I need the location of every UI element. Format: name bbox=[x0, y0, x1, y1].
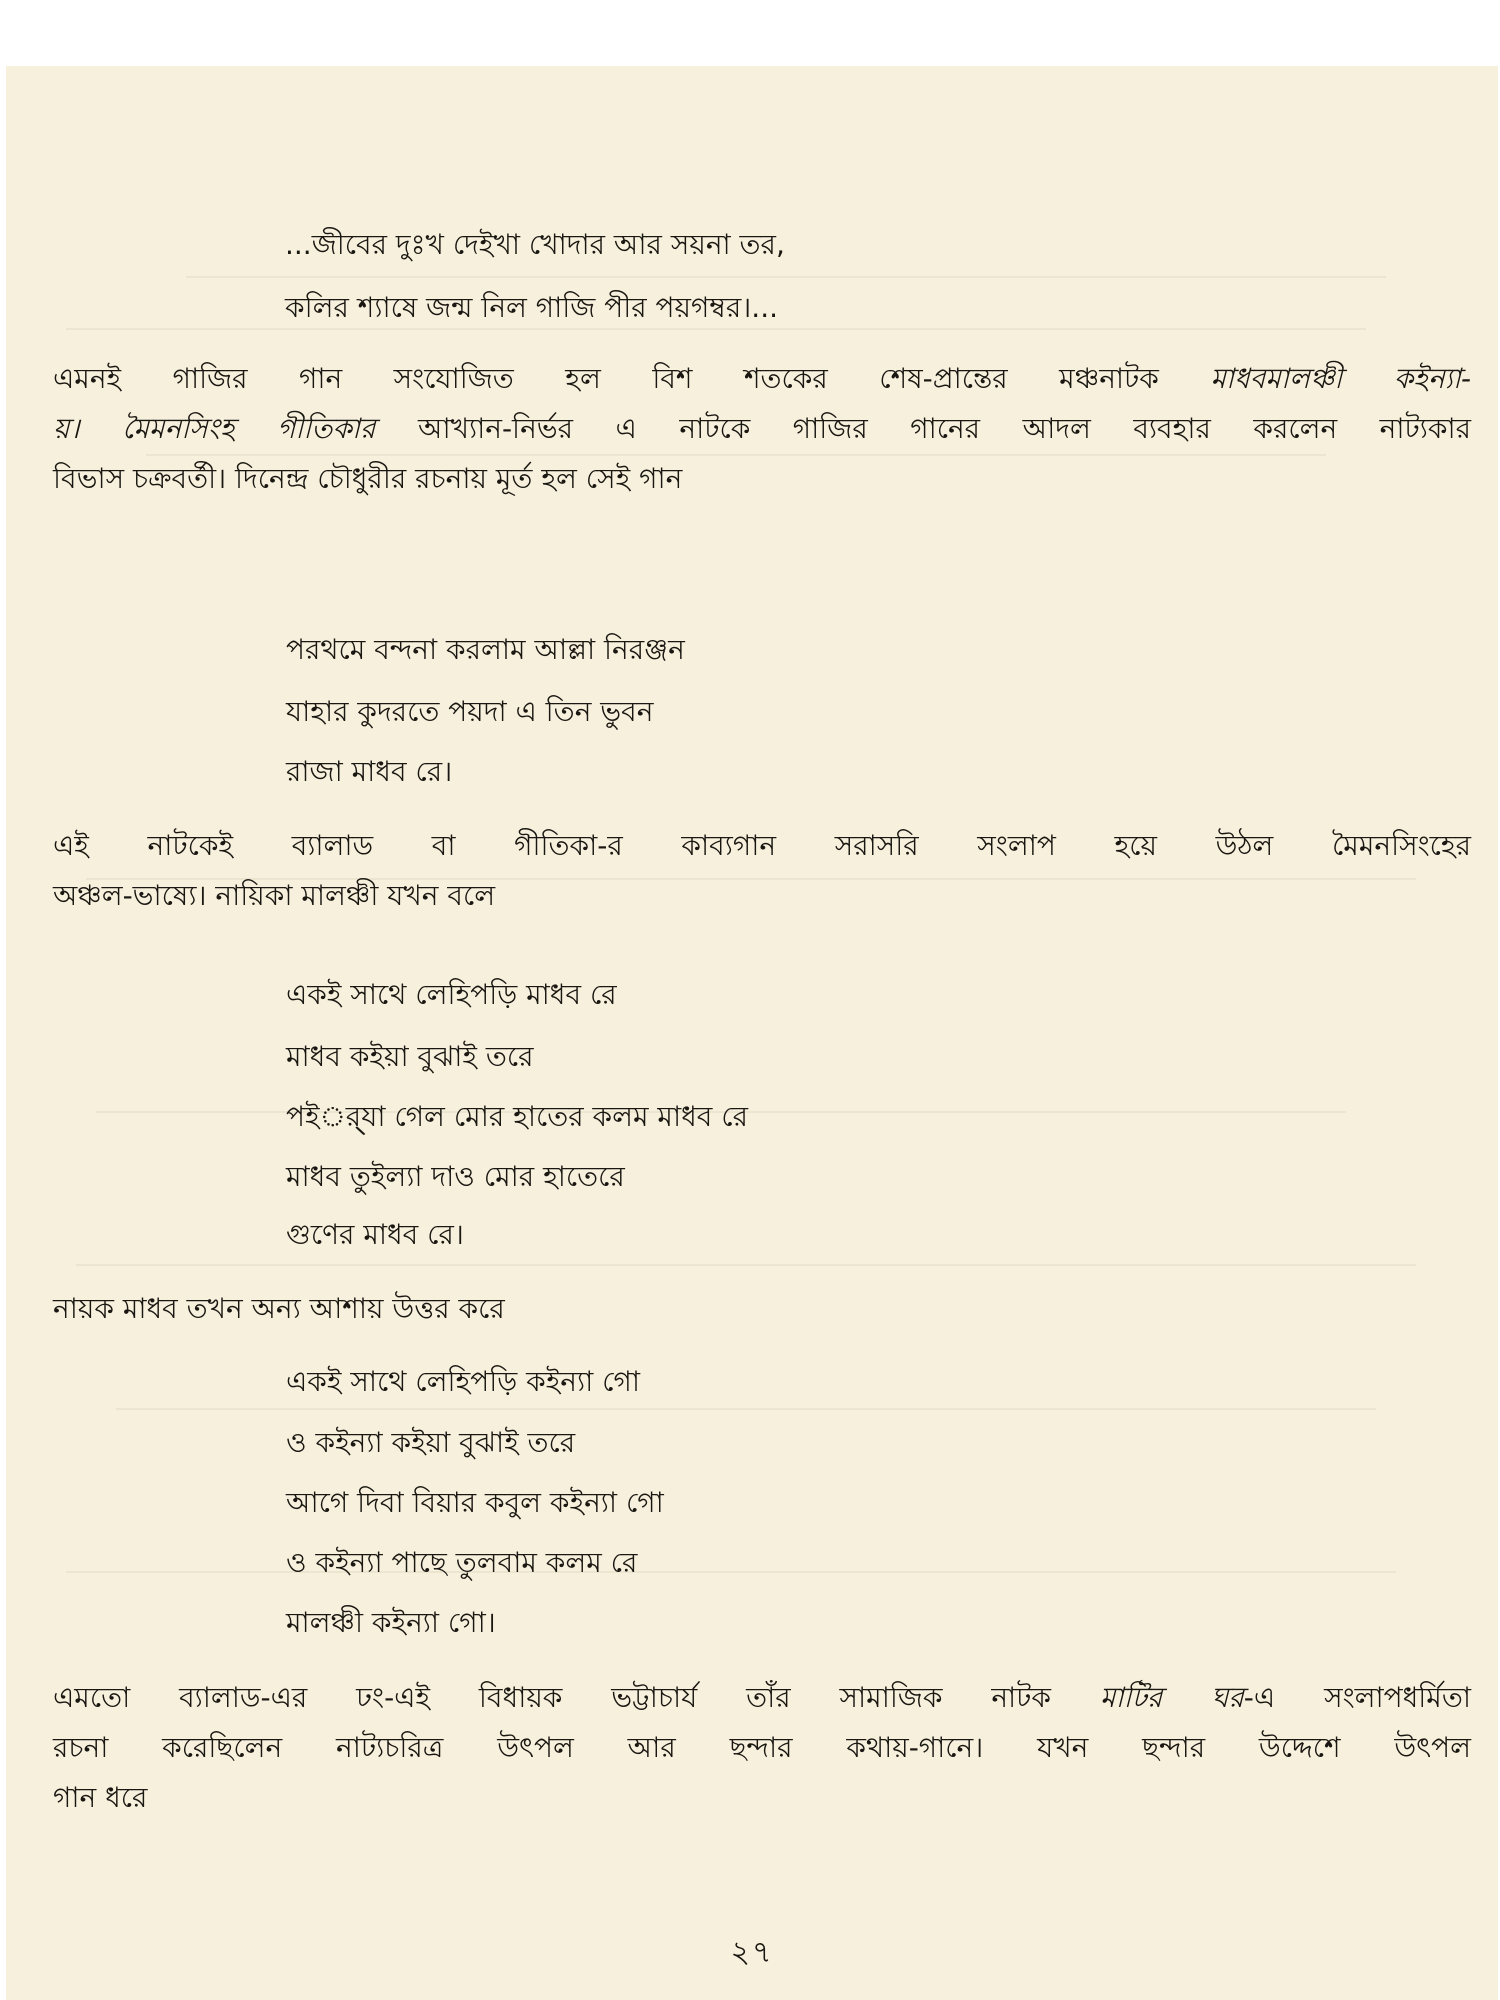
verse-line: মালঞ্চী কইন্যা গো। bbox=[286, 1606, 496, 1639]
book-page bbox=[6, 66, 1498, 2000]
text-run: এমনই গাজির গান সংযোজিত হল বিশ শতকের শেষ-প্রান্তের মঞ্চনাটক bbox=[53, 362, 1159, 395]
paragraph-line: অঞ্চল-ভাষ্যে। নায়িকা মালঞ্চী যখন বলে bbox=[53, 879, 496, 912]
verse-line: গুণের মাধব রে। bbox=[286, 1218, 464, 1251]
verse-line: মাধব তুইল্যা দাও মোর হাতেরে bbox=[286, 1160, 625, 1193]
play-title: য়। bbox=[53, 412, 80, 445]
verse-line: আগে দিবা বিয়ার কবুল কইন্যা গো bbox=[286, 1486, 664, 1519]
play-title: মাটির ঘর bbox=[1099, 1681, 1244, 1714]
paragraph bbox=[53, 354, 1471, 504]
verse-line: ও কইন্যা পাছে তুলবাম কলম রে bbox=[286, 1546, 638, 1579]
source-title: মৈমনসিংহ গীতিকার bbox=[122, 412, 376, 445]
verse-line: মাধব কইয়া বুঝাই তরে bbox=[286, 1040, 534, 1073]
verse-line: কলির শ্যাষে জন্ম নিল গাজি পীর পয়গম্বর।... bbox=[285, 291, 779, 324]
text-run: এমতো ব্যালাড-এর ঢং-এই বিধায়ক ভট্টাচার্য তাঁর সামাজিক নাটক bbox=[53, 1681, 1052, 1714]
verse-line: যাহার কুদরতে পয়দা এ তিন ভুবন bbox=[286, 695, 654, 728]
paragraph-line bbox=[53, 1673, 1471, 1723]
paragraph-line: এই নাটকেই ব্যালাড বা গীতিকা-র কাব্যগান সরাসরি সংলাপ হয়ে উঠল মৈমনসিংহের bbox=[53, 829, 1471, 862]
paragraph-line: নায়ক মাধব তখন অন্য আশায় উত্তর করে bbox=[53, 1292, 505, 1325]
page-number: ২৭ bbox=[730, 1935, 774, 1970]
paragraph-line: বিভাস চক্রবর্তী। দিনেন্দ্র চৌধুরীর রচনায় মূর্ত হল সেই গান bbox=[53, 462, 683, 495]
verse-line: একই সাথে লেহিপড়ি মাধব রে bbox=[286, 978, 617, 1011]
verse-line: পইর্‍্যা গেল মোর হাতের কলম মাধব রে bbox=[286, 1100, 749, 1133]
paragraph bbox=[53, 1284, 1471, 1334]
text-run: আখ্যান-নির্ভর এ নাটকে গাজির গানের আদল ব্যবহার করলেন নাট্যকার bbox=[417, 412, 1471, 445]
verse-line: রাজা মাধব রে। bbox=[286, 755, 453, 788]
verse-line: ...জীবের দুঃখ দেইখা খোদার আর সয়না তর, bbox=[285, 228, 785, 261]
text-run: -এ সংলাপধর্মিতা bbox=[1243, 1681, 1471, 1714]
verse-line: ও কইন্যা কইয়া বুঝাই তরে bbox=[286, 1426, 576, 1459]
play-title: মাধবমালঞ্চী কইন্যা- bbox=[1210, 362, 1471, 395]
paragraph bbox=[53, 1673, 1471, 1823]
paragraph-line: রচনা করেছিলেন নাট্যচরিত্র উৎপল আর ছন্দার কথায়-গানে। যখন ছন্দার উদ্দেশে উৎপল bbox=[53, 1731, 1471, 1764]
verse-line: একই সাথে লেহিপড়ি কইন্যা গো bbox=[286, 1365, 640, 1398]
paragraph-line bbox=[53, 404, 1471, 454]
paragraph-line: গান ধরে bbox=[53, 1781, 148, 1814]
paragraph-line bbox=[53, 354, 1471, 404]
verse-line: পরথমে বন্দনা করলাম আল্লা নিরঞ্জন bbox=[286, 633, 685, 666]
paragraph bbox=[53, 821, 1471, 921]
